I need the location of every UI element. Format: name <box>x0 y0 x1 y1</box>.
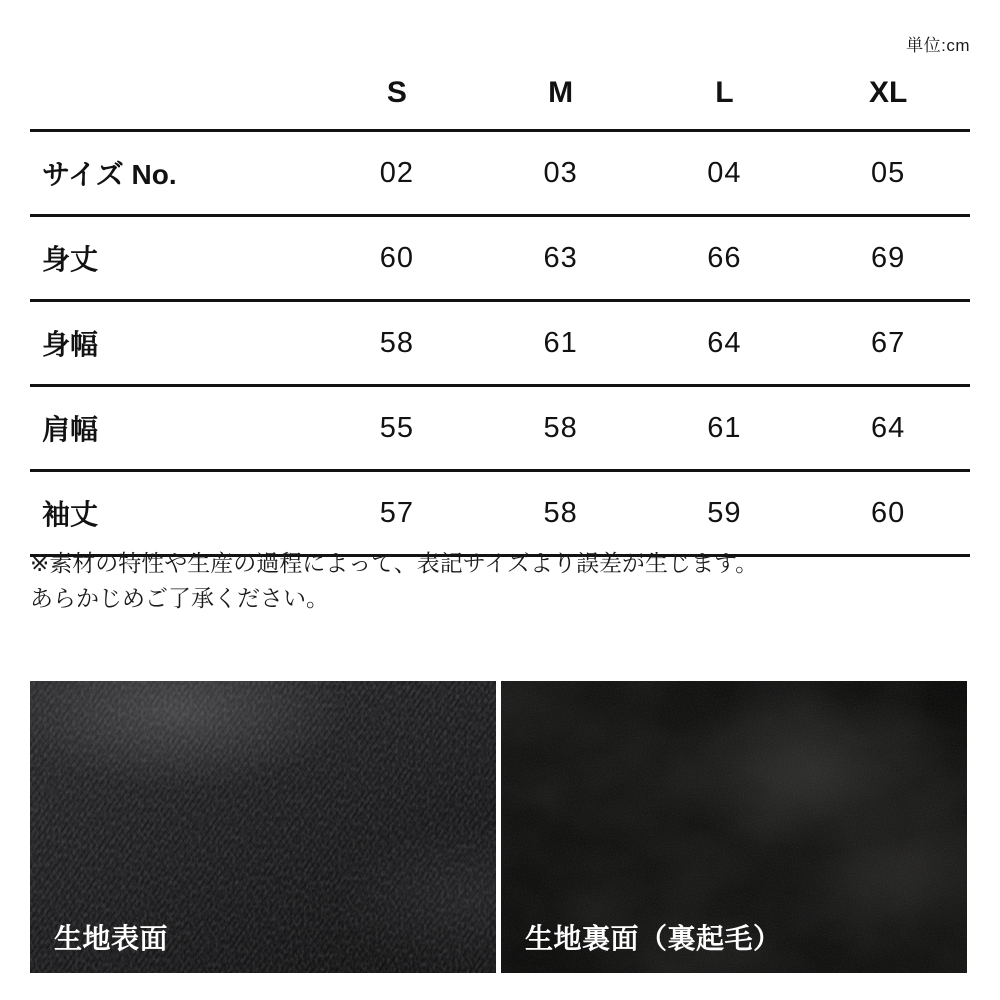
cell-value: 57 <box>379 496 414 529</box>
cell-value: 59 <box>707 496 742 529</box>
column-header-xl: XL <box>868 76 908 109</box>
note-line-1: ※素材の特性や生産の過程によって、表記サイズより誤差が生じます。 <box>30 550 759 576</box>
cell-value: 61 <box>707 411 742 444</box>
size-table-header-row <box>30 57 970 132</box>
fabric-surface-photo <box>30 681 496 973</box>
cell-value: 64 <box>870 411 906 444</box>
cell-value: 61 <box>543 326 578 359</box>
cell-value: 63 <box>543 241 578 274</box>
column-header-l: L <box>715 76 734 109</box>
cell-value: 58 <box>543 496 578 529</box>
column-header-s: S <box>386 76 407 109</box>
cell-value: 60 <box>379 241 414 274</box>
cell-value: 69 <box>870 241 906 274</box>
cell-value: 55 <box>379 411 414 444</box>
cell-value: 02 <box>379 156 414 189</box>
size-table <box>30 57 970 557</box>
cell-value: 05 <box>870 156 906 189</box>
cell-value: 58 <box>543 411 578 444</box>
row-label: サイズ No. <box>42 159 177 190</box>
table-row-size-no <box>30 132 970 217</box>
cell-value: 66 <box>707 241 742 274</box>
fabric-back-photo <box>501 681 967 973</box>
row-label: 袖丈 <box>42 499 99 530</box>
cell-value: 04 <box>707 156 742 189</box>
row-label: 身丈 <box>42 244 99 275</box>
row-label: 肩幅 <box>42 414 99 445</box>
table-row-body-length <box>30 217 970 302</box>
fabric-photo-strip <box>30 681 967 973</box>
cell-value: 03 <box>543 156 578 189</box>
cell-value: 60 <box>870 496 906 529</box>
table-row-body-width <box>30 302 970 387</box>
table-row-shoulder-width <box>30 387 970 472</box>
cell-value: 64 <box>707 326 742 359</box>
column-header-m: M <box>548 76 574 109</box>
cell-value: 58 <box>379 326 414 359</box>
fabric-back-label: 生地裏面（裏起毛） <box>525 923 782 954</box>
row-label: 身幅 <box>42 329 99 360</box>
note-line-2: あらかじめご了承ください。 <box>30 585 329 611</box>
table-row-sleeve-length <box>30 472 970 557</box>
cell-value: 67 <box>870 326 906 359</box>
size-disclaimer-note <box>30 546 758 616</box>
fabric-surface-label: 生地表面 <box>54 923 169 954</box>
unit-label: 単位:cm <box>906 36 970 55</box>
